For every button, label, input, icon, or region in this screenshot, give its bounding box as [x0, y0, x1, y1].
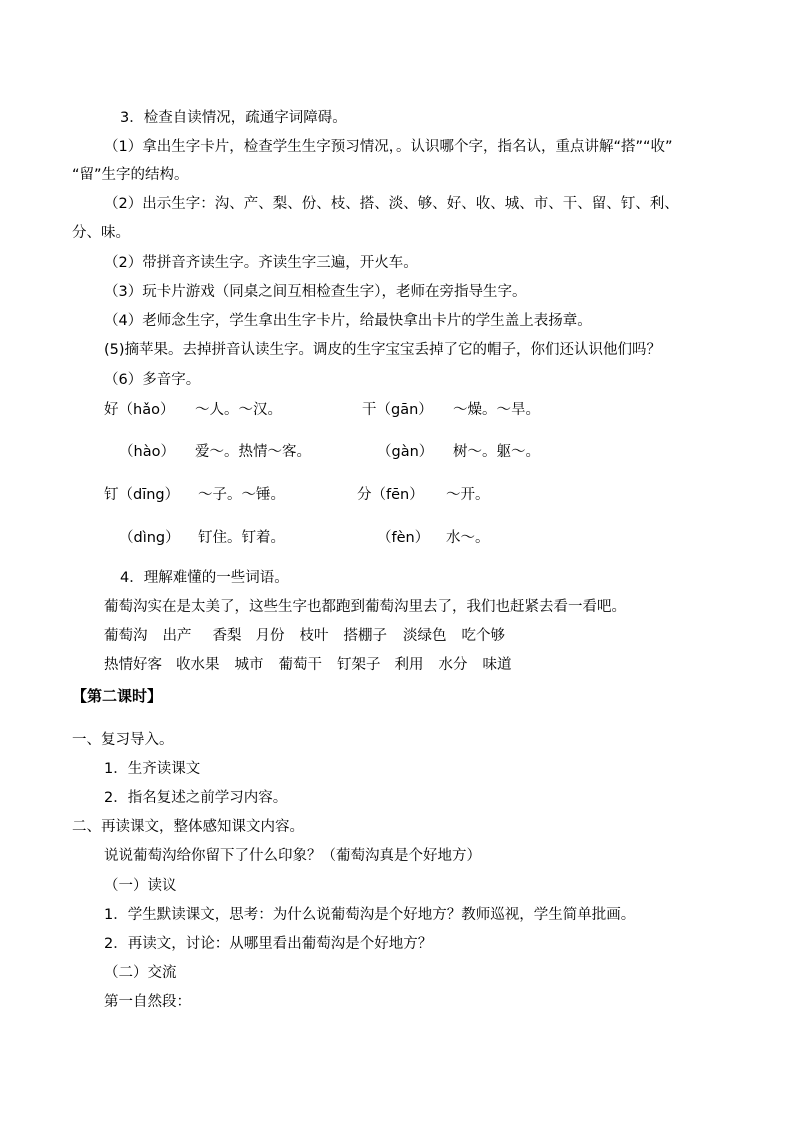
reading-gan-4: （gàn） [377, 444, 434, 460]
lesson-2-heading: 【第二课时】 [72, 687, 163, 705]
reading-hao-3: （hǎo） [118, 402, 175, 418]
words-ding-4: 钉住。钉着。 [198, 530, 285, 546]
section-3-title: 3．检查自读情况，疏通字词障碍。 [120, 110, 347, 126]
item-1-line-1: （1）拿出生字卡片，检查学生生字预习情况，。认识哪个字，指名认，重点讲解“搭”“收” [104, 139, 673, 155]
reading-ding-1: （dīng） [118, 487, 180, 503]
words-hao-3: ～人。～汉。 [195, 402, 282, 418]
subsection-1-item-1: 1．学生默读课文，思考：为什么说葡萄沟是个好地方？教师巡视，学生简单批画。 [104, 907, 636, 923]
reading-ding-4: （dìng） [119, 530, 180, 546]
vocab-word: 钉架子 [337, 657, 381, 673]
item-2-line-1: （2）出示生字：沟、产、梨、份、枝、搭、淡、够、好、收、城、市、干、留、钉、利、 [104, 196, 679, 212]
item-4: （4）老师念生字，学生拿出生字卡片，给最快拿出卡片的学生盖上表扬章。 [104, 313, 592, 329]
vocab-word: 热情好客 [104, 657, 162, 673]
part-1-title: 一、复习导入。 [72, 732, 174, 748]
polyphone-gan-1 [362, 400, 433, 420]
subsection-2: （二）交流 [104, 965, 177, 981]
vocab-word: 出产 [162, 628, 192, 644]
vocab-word: 吃个够 [461, 628, 505, 644]
words-fen-1: ～开。 [446, 487, 490, 503]
words-ding-1: ～子。～锤。 [198, 487, 285, 503]
vocab-row-1 [104, 626, 505, 646]
polyphone-hao-1 [104, 400, 174, 420]
vocab-word: 淡绿色 [403, 628, 447, 644]
polyphone-ding-1 [104, 485, 179, 505]
subsection-1: （一）读议 [104, 878, 177, 894]
item-1-line-2: “留”生字的结构。 [72, 167, 189, 183]
char-fen: 分 [357, 487, 372, 503]
char-hao: 好 [104, 402, 119, 418]
reading-fen-4: （fèn） [377, 530, 430, 546]
part-1-item-2: 2．指名复述之前学习内容。 [104, 790, 288, 806]
vocab-row-2 [104, 655, 512, 675]
section-4-title: 4．理解难懂的一些词语。 [120, 570, 289, 586]
section-4-intro: 葡萄沟实在是太美了，这些生字也都跑到葡萄沟里去了，我们也赶紧去看一看吧。 [104, 599, 626, 615]
item-6: （6）多音字。 [104, 372, 201, 388]
item-3: （3）玩卡片游戏（同桌之间互相检查生字），老师在旁指导生字。 [104, 284, 527, 300]
reading-hao-4: （hào） [119, 444, 175, 460]
part-2-question: 说说葡萄沟给你留下了什么印象？（葡萄沟真是个好地方） [104, 848, 481, 864]
vocab-word: 利用 [394, 657, 424, 673]
words-fen-4: 水～。 [446, 530, 490, 546]
vocab-word: 搭棚子 [343, 628, 387, 644]
vocab-word: 收水果 [176, 657, 220, 673]
vocab-word: 月份 [255, 628, 285, 644]
item-2-line-2: 分、味。 [72, 225, 130, 241]
paragraph-1-label: 第一自然段： [104, 994, 191, 1010]
part-2-title: 二、再读课文，整体感知课文内容。 [72, 819, 304, 835]
words-hao-4: 爱～。热情～客。 [195, 444, 311, 460]
vocab-word: 城市 [234, 657, 264, 673]
words-gan-4: 树～。躯～。 [453, 444, 540, 460]
item-5: (5)摘苹果。去掉拼音认读生字。调皮的生字宝宝丢掉了它的帽子，你们还认识他们吗？ [104, 342, 662, 358]
vocab-word: 味道 [482, 657, 512, 673]
vocab-word: 水分 [438, 657, 468, 673]
vocab-word: 香梨 [212, 628, 242, 644]
vocab-word: 葡萄干 [278, 657, 322, 673]
item-2-read: （2）带拼音齐读生字。齐读生字三遍，开火车。 [104, 255, 418, 271]
part-1-item-1: 1．生齐读课文 [104, 761, 201, 777]
reading-gan-1: （gān） [376, 402, 433, 418]
vocab-word: 枝叶 [299, 628, 329, 644]
polyphone-fen-1 [357, 485, 424, 505]
char-gan: 干 [362, 402, 377, 418]
char-ding: 钉 [104, 487, 119, 503]
reading-fen-1: （fēn） [371, 487, 424, 503]
subsection-1-item-2: 2．再读文，讨论：从哪里看出葡萄沟是个好地方？ [104, 936, 433, 952]
words-gan-1: ～燥。～旱。 [453, 402, 540, 418]
vocab-word: 葡萄沟 [104, 628, 148, 644]
